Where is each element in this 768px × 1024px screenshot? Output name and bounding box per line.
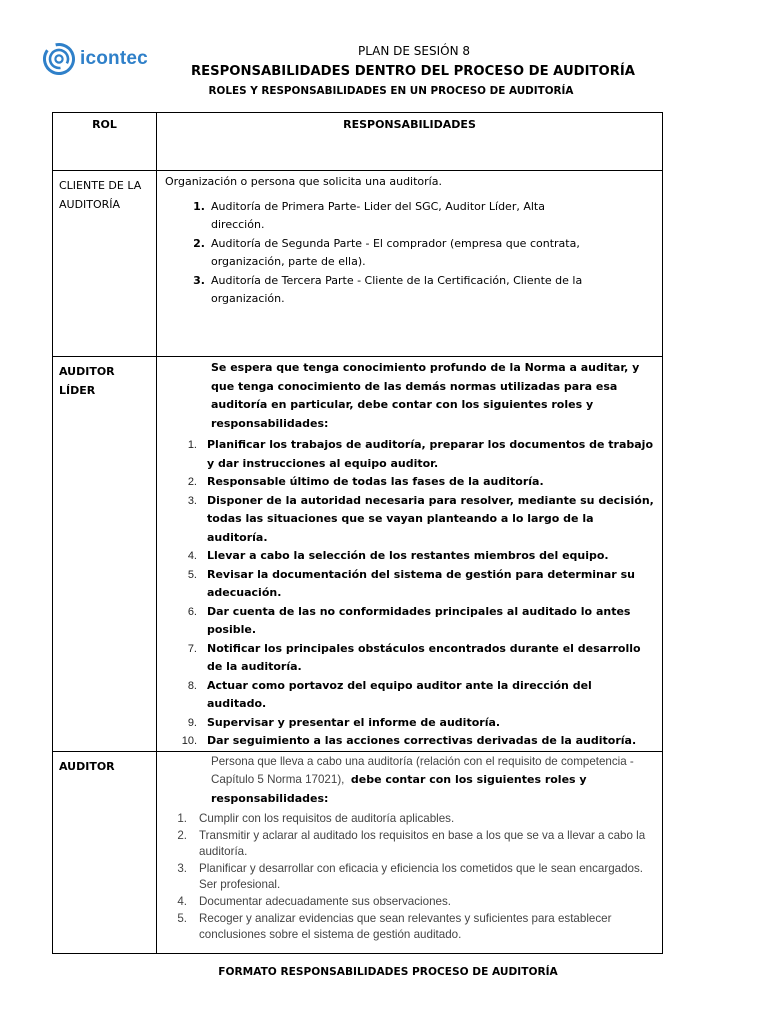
list-item: 7. Notificar los principales obstáculos encontrados durante el desarrollo de la auditoría. (187, 641, 641, 673)
role-cell: AUDITOR LÍDER (53, 357, 157, 752)
role-description: Se espera que tenga conocimiento profundo de la Norma a auditar, y que tenga conocimiento de las demás normas utilizadas para esa auditoría en particular, debe contar con los siguientes roles y responsabilidades: (211, 361, 640, 430)
page-footer: FORMATO RESPONSABILIDADES PROCESO DE AUDITORÍA (218, 966, 558, 978)
list-item: 2. Transmitir y aclarar al auditado los requisitos en base a los que se va a llevar a cabo la auditoría. (177, 828, 646, 859)
list-item: 1. Planificar los trabajos de auditoría, preparar los documentos de trabajo y dar instrucciones al equipo auditor. (187, 438, 654, 470)
responsibility-cell (157, 357, 663, 752)
list-item: 3. Disponer de la autoridad necesaria para resolver, mediante su decisión, todas las situaciones que se vayan planteando a lo largo de la auditoría. (187, 493, 654, 544)
list-item: 8. Actuar como portavoz del equipo auditor ante la dirección del auditado. (187, 678, 592, 710)
role-description: Organización o persona que solicita una auditoría. (165, 175, 442, 188)
role-cell: CLIENTE DE LA AUDITORÍA (53, 171, 157, 357)
list-item: 4. Documentar adecuadamente sus observaciones. (177, 894, 451, 908)
list-item: 9. Supervisar y presentar el informe de auditoría. (187, 715, 501, 729)
list-item: 1. Cumplir con los requisitos de auditoría aplicables. (177, 812, 455, 825)
list-item: 6. Dar cuenta de las no conformidades principales al auditado lo antes posible. (187, 604, 631, 636)
list-item: 2. Responsable último de todas las fases de la auditoría. (187, 475, 544, 488)
logo-text: icontec (80, 48, 148, 69)
responsibility-cell (157, 751, 663, 953)
page-subtitle: ROLES Y RESPONSABILIDADES EN UN PROCESO DE AUDITORÍA (208, 85, 574, 97)
list-item: 3. Planificar y desarrollar con eficacia y eficiencia los cometidos que le sean encargados. Ser profesional. (177, 861, 644, 892)
list-item: 5. Recoger y analizar evidencias que sean relevantes y suficientes para establecer conclusiones sobre el sistema de gestión auditado. (177, 911, 612, 942)
page-title: RESPONSABILIDADES DENTRO DEL PROCESO DE AUDITORÍA (190, 64, 636, 79)
responsibilities-table (52, 112, 663, 954)
table-row (53, 751, 663, 953)
col-header-rol: ROL (53, 113, 157, 171)
role-cell: AUDITOR (53, 751, 157, 953)
table-header-row (53, 113, 663, 171)
list-item: 5. Revisar la documentación del sistema de gestión para determinar su adecuación. (187, 567, 635, 599)
responsibility-list (165, 811, 654, 944)
list-item: 10. Dar seguimiento a las acciones correctivas derivadas de la auditoría. (181, 734, 637, 747)
list-item: 4. Llevar a cabo la selección de los restantes miembros del equipo. (187, 549, 609, 562)
col-header-responsabilidades: RESPONSABILIDADES (157, 113, 663, 171)
list-item: 2. Auditoría de Segunda Parte - El comprador (empresa que contrata, organización, parte de ella). (193, 236, 580, 268)
session-heading: PLAN DE SESIÓN 8 (357, 44, 471, 58)
list-item: 3. Auditoría de Tercera Parte - Cliente de la Certificación, Cliente de la organización. (193, 273, 583, 305)
responsibility-list (165, 436, 654, 751)
responsibility-list (165, 198, 654, 309)
responsibility-cell (157, 171, 663, 357)
table-row (53, 357, 663, 752)
table-row (53, 171, 663, 357)
role-description: Persona que lleva a cabo una auditoría (relación con el requisito de competencia - Capítulo 5 Norma 17021), debe contar con los siguientes roles y responsabilidades: (211, 754, 634, 805)
list-item: 1. Auditoría de Primera Parte- Lider del SGC, Auditor Líder, Alta dirección. (193, 199, 545, 231)
